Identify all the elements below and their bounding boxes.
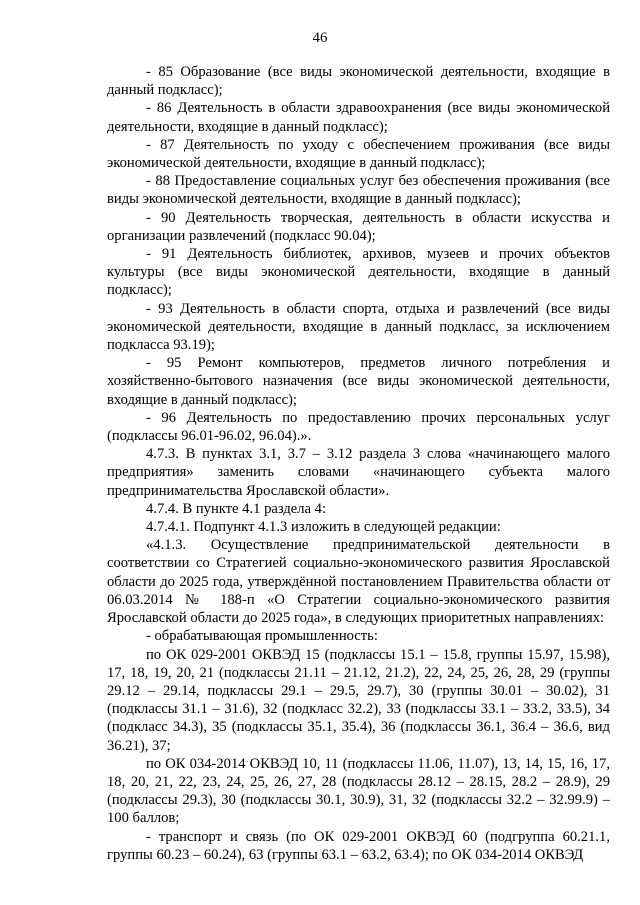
paragraph-manufacturing: - обрабатывающая промышленность: (146, 628, 378, 645)
paragraph-okved-85: - 85 Образование (все виды экономической деятельности, входящие в данный подкласс); (107, 64, 610, 99)
paragraph-4-7-4-1: 4.7.4.1. Подпункт 4.1.3 изложить в следующей редакции: (146, 519, 501, 536)
paragraph-okved-88: - 88 Предоставление социальных услуг без обеспечения проживания (все виды экономической деятельности, входящие в данный подкласс); (107, 173, 610, 208)
document-body (107, 63, 610, 864)
paragraph-okved-91: - 91 Деятельность библиотек, архивов, музеев и прочих объектов культуры (все виды экономической деятельности, входящие в данный подкласс); (107, 246, 610, 299)
page-number: 46 (312, 30, 328, 46)
paragraph-okved-96: - 96 Деятельность по предоставлению прочих персональных услуг (подклассы 96.01-96.02, 96.04).». (107, 409, 610, 445)
paragraph-okved-87: - 87 Деятельность по уходу с обеспечением проживания (все виды экономической деятельности, входящие в данный подкласс); (107, 136, 610, 172)
paragraph-4-7-4: 4.7.4. В пункте 4.1 раздела 4: (146, 500, 327, 517)
paragraph-4-1-3: «4.1.3. Осуществление предпринимательской деятельности в соответствии со Стратегией социально-экономического развития Ярославской области до 2025 года, утверждённой постановлением Правительства области от 06.03.2014 № 188-п «О Стратегии социально-экономического развития Ярославской области до 2025 года», в следующих приоритетных направлениях: (107, 537, 610, 627)
paragraph-ok-034-2014: по ОК 034-2014 ОКВЭД 10, 11 (подклассы 11.06, 11.07), 13, 14, 15, 16, 17, 18, 20, 21, 22, 23, 24, 25, 26, 27, 28 (подклассы 28.12 – 28.15, 28.2 – 28.9), 29 (подклассы 29.3), 30 (подклассы 30.1, 30.9), 31, 32 (подклассы 32.2 – 32.99.9) – 100 баллов; (107, 755, 610, 827)
paragraph-okved-95: - 95 Ремонт компьютеров, предметов личного потребления и хозяйственно-бытового назначения (все виды экономической деятельности, входящие в данный подкласс); (107, 355, 610, 408)
paragraph-okved-93: - 93 Деятельность в области спорта, отдыха и развлечений (все виды экономической деятельности, входящие в данный подкласс, за исключением подкласса 93.19); (107, 300, 610, 354)
paragraph-ok-029-2001: по ОК 029-2001 ОКВЭД 15 (подклассы 15.1 – 15.8, группы 15.97, 15.98), 17, 18, 19, 20, 21 (подклассы 21.11 – 21.12, 21.2), 22, 24, 25, 26, 28, 29 (группы 29.12 – 29.14, подклассы 29.1 – 29.5, 29.7), 30 (группы 30.01 – 30.02), 31 (подклассы 31.1 – 31.6), 32 (подкласс 32.2), 33 (подклассы 33.1 – 33.2, 33.5), 34 (подкласс 34.3), 35 (подклассы 35.1, 35.4), 36 (подклассы 36.1, 36.4 – 36.6, вид 36.21), 37; (107, 646, 610, 754)
paragraph-okved-90: - 90 Деятельность творческая, деятельность в области искусства и организации развлечений (подкласс 90.04); (107, 209, 610, 244)
paragraph-okved-86: - 86 Деятельность в области здравоохранения (все виды экономической деятельности, входящие в данный подкласс); (107, 100, 610, 135)
paragraph-transport: - транспорт и связь (по ОК 029-2001 ОКВЭД 60 (подгруппа 60.21.1, группы 60.23 – 60.24), 63 (группы 63.1 – 63.2, 63.4); по ОК 034-2014 ОКВЭД (107, 828, 610, 863)
paragraph-4-7-3: 4.7.3. В пунктах 3.1, 3.7 – 3.12 раздела 3 слова «начинающего малого предприятия» заменить словами «начинающего субъекта малого предпринимательства Ярославской области». (107, 446, 610, 499)
